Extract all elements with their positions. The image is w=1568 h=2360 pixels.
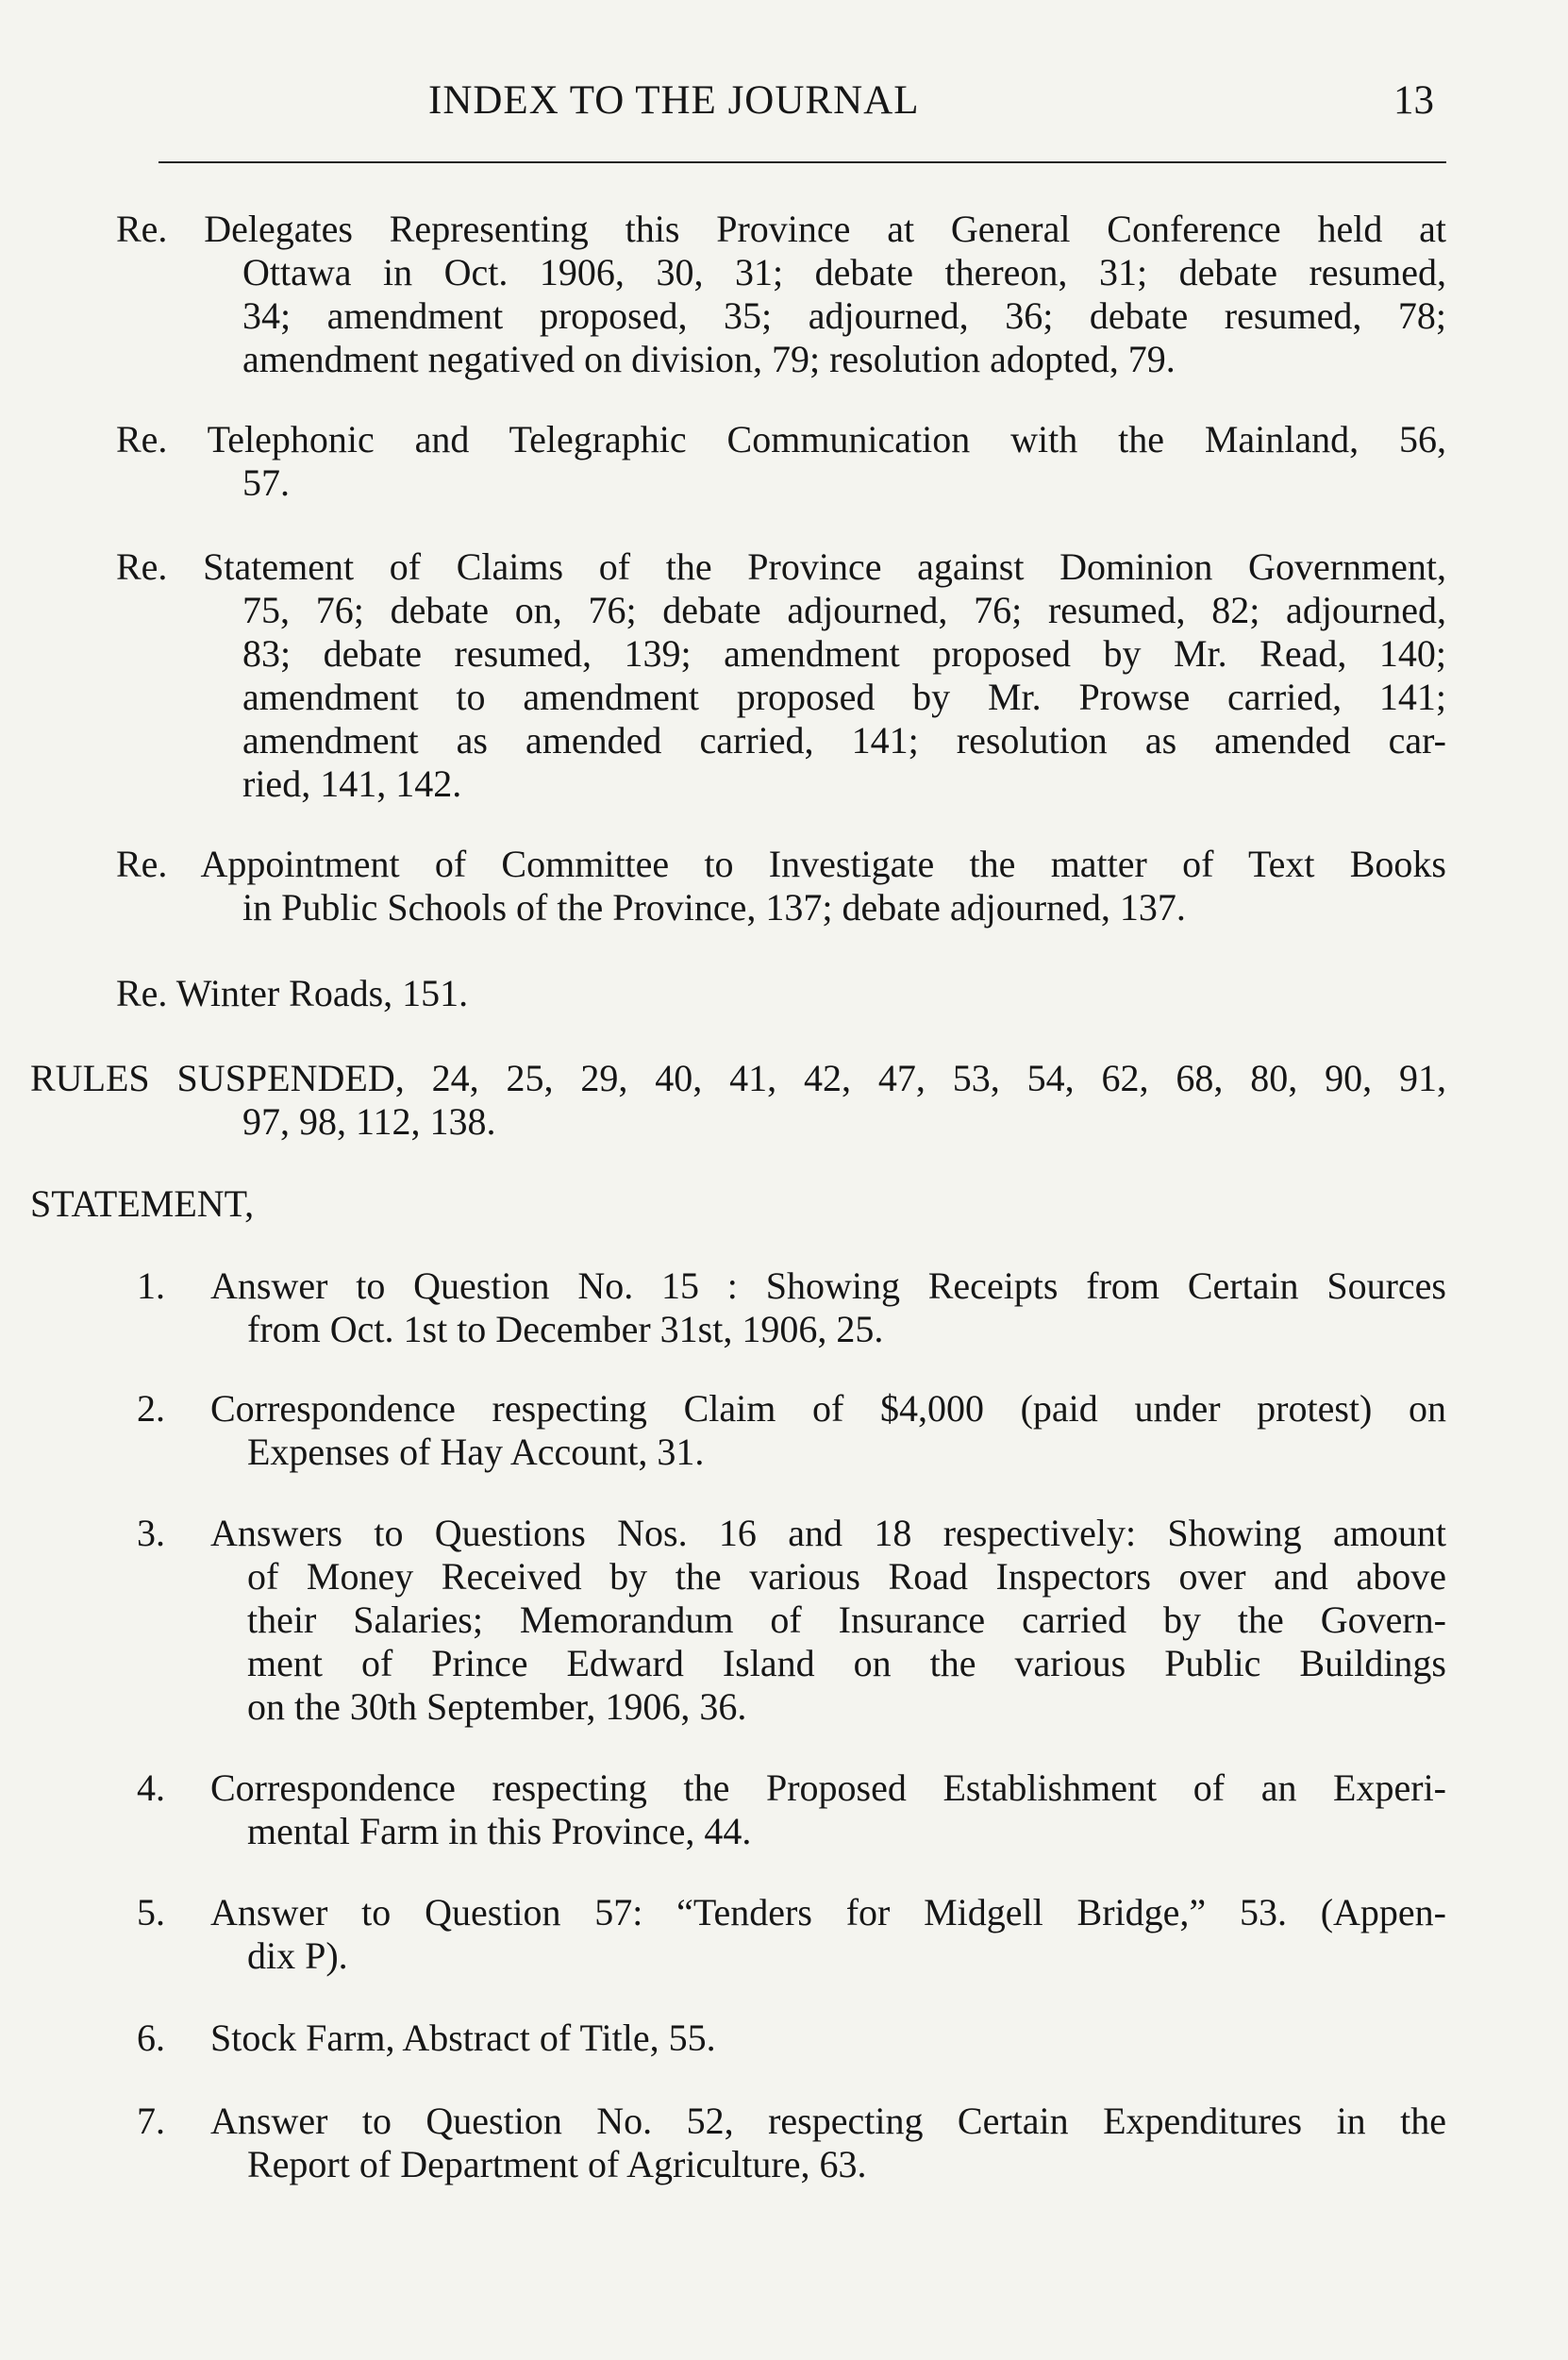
- entry-line: 83; debate resumed, 139; amendment proposed by Mr. Read, 140;: [242, 632, 1446, 675]
- entry-line: 57.: [242, 461, 290, 504]
- entry-line: Answers to Questions Nos. 16 and 18 respectively: Showing amount: [210, 1512, 1446, 1554]
- entry-line: amendment to amendment proposed by Mr. Prowse carried, 141;: [242, 676, 1446, 718]
- entry-line: amendment as amended carried, 141; resolution as amended car-: [242, 719, 1446, 762]
- entry-line: from Oct. 1st to December 31st, 1906, 25.: [247, 1308, 884, 1350]
- entry-line: in Public Schools of the Province, 137; debate adjourned, 137.: [242, 886, 1186, 929]
- entry-line: 34; amendment proposed, 35; adjourned, 36; debate resumed, 78;: [242, 294, 1446, 337]
- entry-line: 75, 76; debate on, 76; debate adjourned, 76; resumed, 82; adjourned,: [242, 589, 1446, 631]
- item-number: 7.: [137, 2100, 165, 2142]
- entry-line: Re. Statement of Claims of the Province against Dominion Government,: [116, 545, 1446, 588]
- entry-line: ment of Prince Edward Island on the various Public Buildings: [247, 1642, 1446, 1684]
- entry-line: Ottawa in Oct. 1906, 30, 31; debate thereon, 31; debate resumed,: [242, 251, 1446, 293]
- entry-line: Report of Department of Agriculture, 63.: [247, 2143, 867, 2185]
- entry-line: Correspondence respecting the Proposed Establishment of an Experi-: [210, 1766, 1446, 1809]
- item-number: 3.: [137, 1512, 165, 1554]
- entry-line: Answer to Question 57: “Tenders for Midgell Bridge,” 53. (Appen-: [210, 1891, 1446, 1933]
- entry-line: Re. Appointment of Committee to Investigate the matter of Text Books: [116, 843, 1446, 885]
- page-header: [0, 77, 1568, 134]
- item-number: 6.: [137, 2017, 165, 2059]
- entry-line: mental Farm in this Province, 44.: [247, 1810, 752, 1852]
- item-number: 4.: [137, 1766, 165, 1809]
- running-title: INDEX TO THE JOURNAL: [428, 78, 920, 123]
- entry-line: Re. Winter Roads, 151.: [116, 972, 469, 1014]
- entry-line: their Salaries; Memorandum of Insurance carried by the Govern-: [247, 1598, 1446, 1641]
- entry-line: Re. Telephonic and Telegraphic Communication with the Mainland, 56,: [116, 418, 1446, 460]
- entry-line: on the 30th September, 1906, 36.: [247, 1685, 747, 1728]
- item-number: 5.: [137, 1891, 165, 1933]
- entry-line: Answer to Question No. 52, respecting Certain Expenditures in the: [210, 2100, 1446, 2142]
- item-number: 1.: [137, 1264, 165, 1307]
- entry-line: Answer to Question No. 15 : Showing Receipts from Certain Sources: [210, 1264, 1446, 1307]
- entry-line: amendment negatived on division, 79; resolution adopted, 79.: [242, 338, 1176, 380]
- section-heading: STATEMENT,: [30, 1182, 255, 1225]
- item-number: 2.: [137, 1387, 165, 1430]
- entry-line: Correspondence respecting Claim of $4,000 (paid under protest) on: [210, 1387, 1446, 1430]
- entry-line: RULES SUSPENDED, 24, 25, 29, 40, 41, 42, 47, 53, 54, 62, 68, 80, 90, 91,: [30, 1057, 1446, 1099]
- entry-line: Stock Farm, Abstract of Title, 55.: [210, 2017, 716, 2059]
- entry-line: ried, 141, 142.: [242, 762, 462, 805]
- entry-line: Expenses of Hay Account, 31.: [247, 1431, 705, 1473]
- page-number: 13: [1393, 78, 1434, 123]
- entry-line: 97, 98, 112, 138.: [242, 1100, 496, 1143]
- entry-line: Re. Delegates Representing this Province at General Conference held at: [116, 208, 1446, 250]
- header-rule: [158, 161, 1446, 163]
- entry-line: of Money Received by the various Road Inspectors over and above: [247, 1555, 1446, 1598]
- entry-line: dix P).: [247, 1934, 348, 1977]
